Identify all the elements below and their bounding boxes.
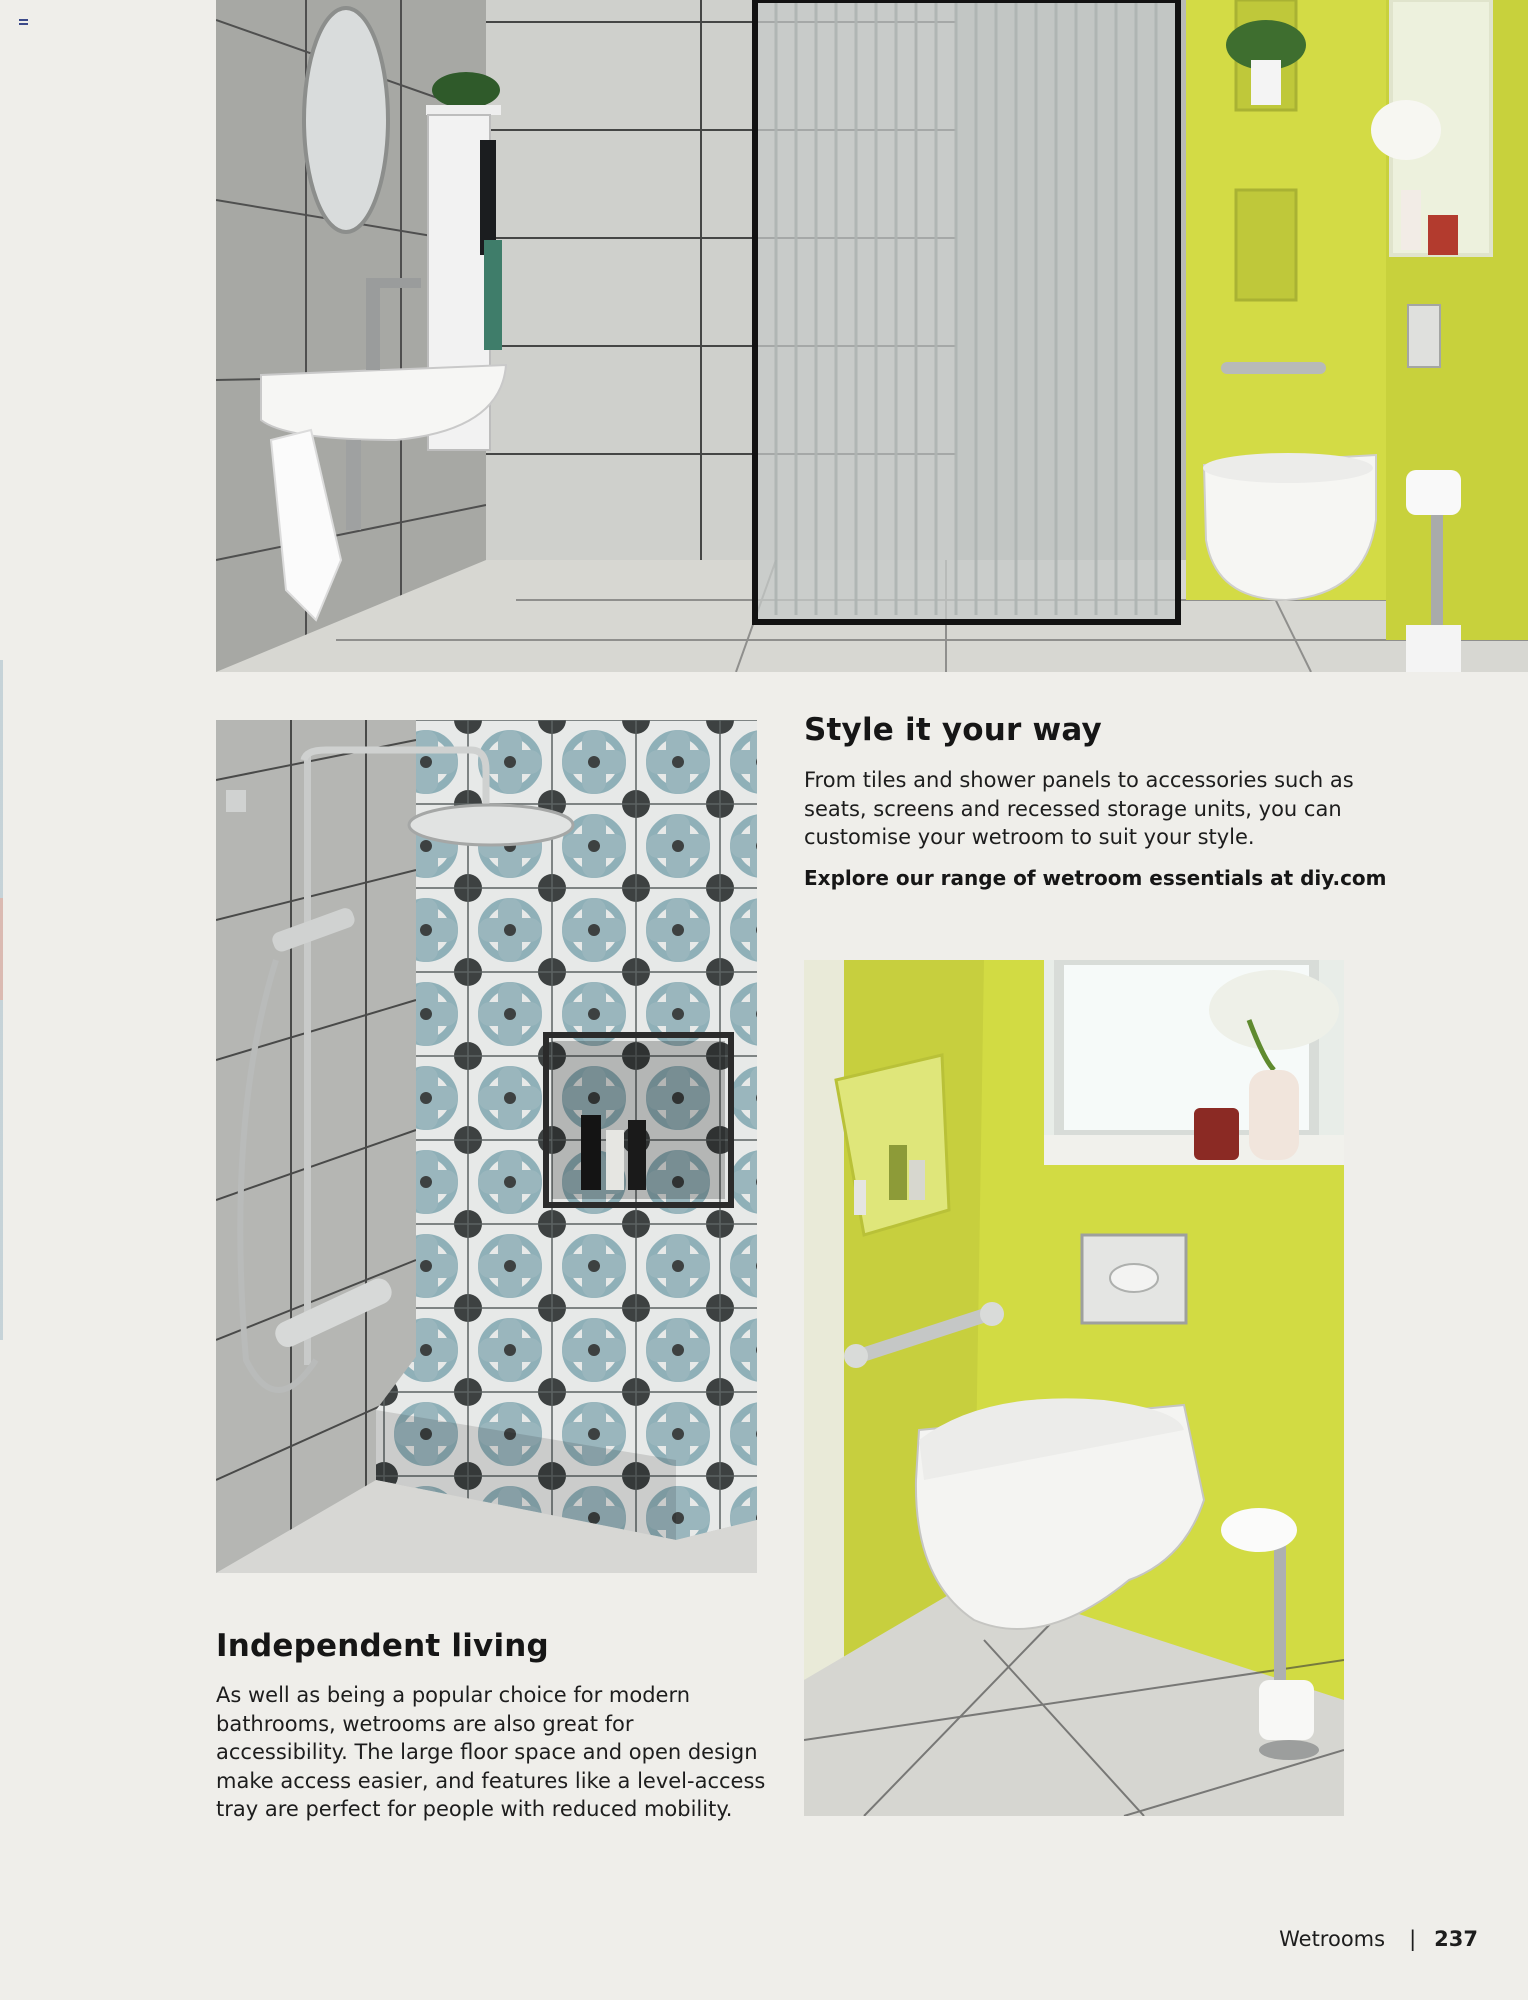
style-it-your-way-heading: Style it your way (804, 712, 1102, 748)
page-number: 237 (1434, 1927, 1478, 1951)
patterned-tile-shower-photo (216, 720, 757, 1573)
style-body-line: seats, screens and recessed storage units, you can (804, 796, 1342, 821)
style-body-line: customise your wetroom to suit your style. (804, 825, 1255, 849)
style-it-your-way-body (804, 766, 1354, 852)
explore-range-link[interactable]: Explore our range of wetroom essentials at diy.com (804, 866, 1387, 890)
page-footer (1279, 1927, 1478, 1951)
independent-body-line: As well as being a popular choice for modern (216, 1683, 691, 1707)
independent-living-body (216, 1681, 765, 1824)
page-edge-marks (0, 660, 3, 1340)
accessible-toilet-photo (804, 960, 1344, 1816)
wetroom-overview-photo (216, 0, 1528, 672)
menu-icon[interactable] (19, 19, 28, 27)
footer-separator: | (1409, 1927, 1417, 1951)
independent-body-line: bathrooms, wetrooms are also great for (216, 1711, 634, 1736)
independent-body-line: make access easier, and features like a level-access (216, 1768, 766, 1793)
independent-living-heading: Independent living (216, 1628, 549, 1664)
section-name: Wetrooms (1279, 1927, 1386, 1951)
style-body-line: From tiles and shower panels to accessories such as (804, 768, 1354, 792)
independent-body-line: accessibility. The large floor space and open design (216, 1740, 758, 1764)
independent-body-line: tray are perfect for people with reduced mobility. (216, 1797, 733, 1821)
